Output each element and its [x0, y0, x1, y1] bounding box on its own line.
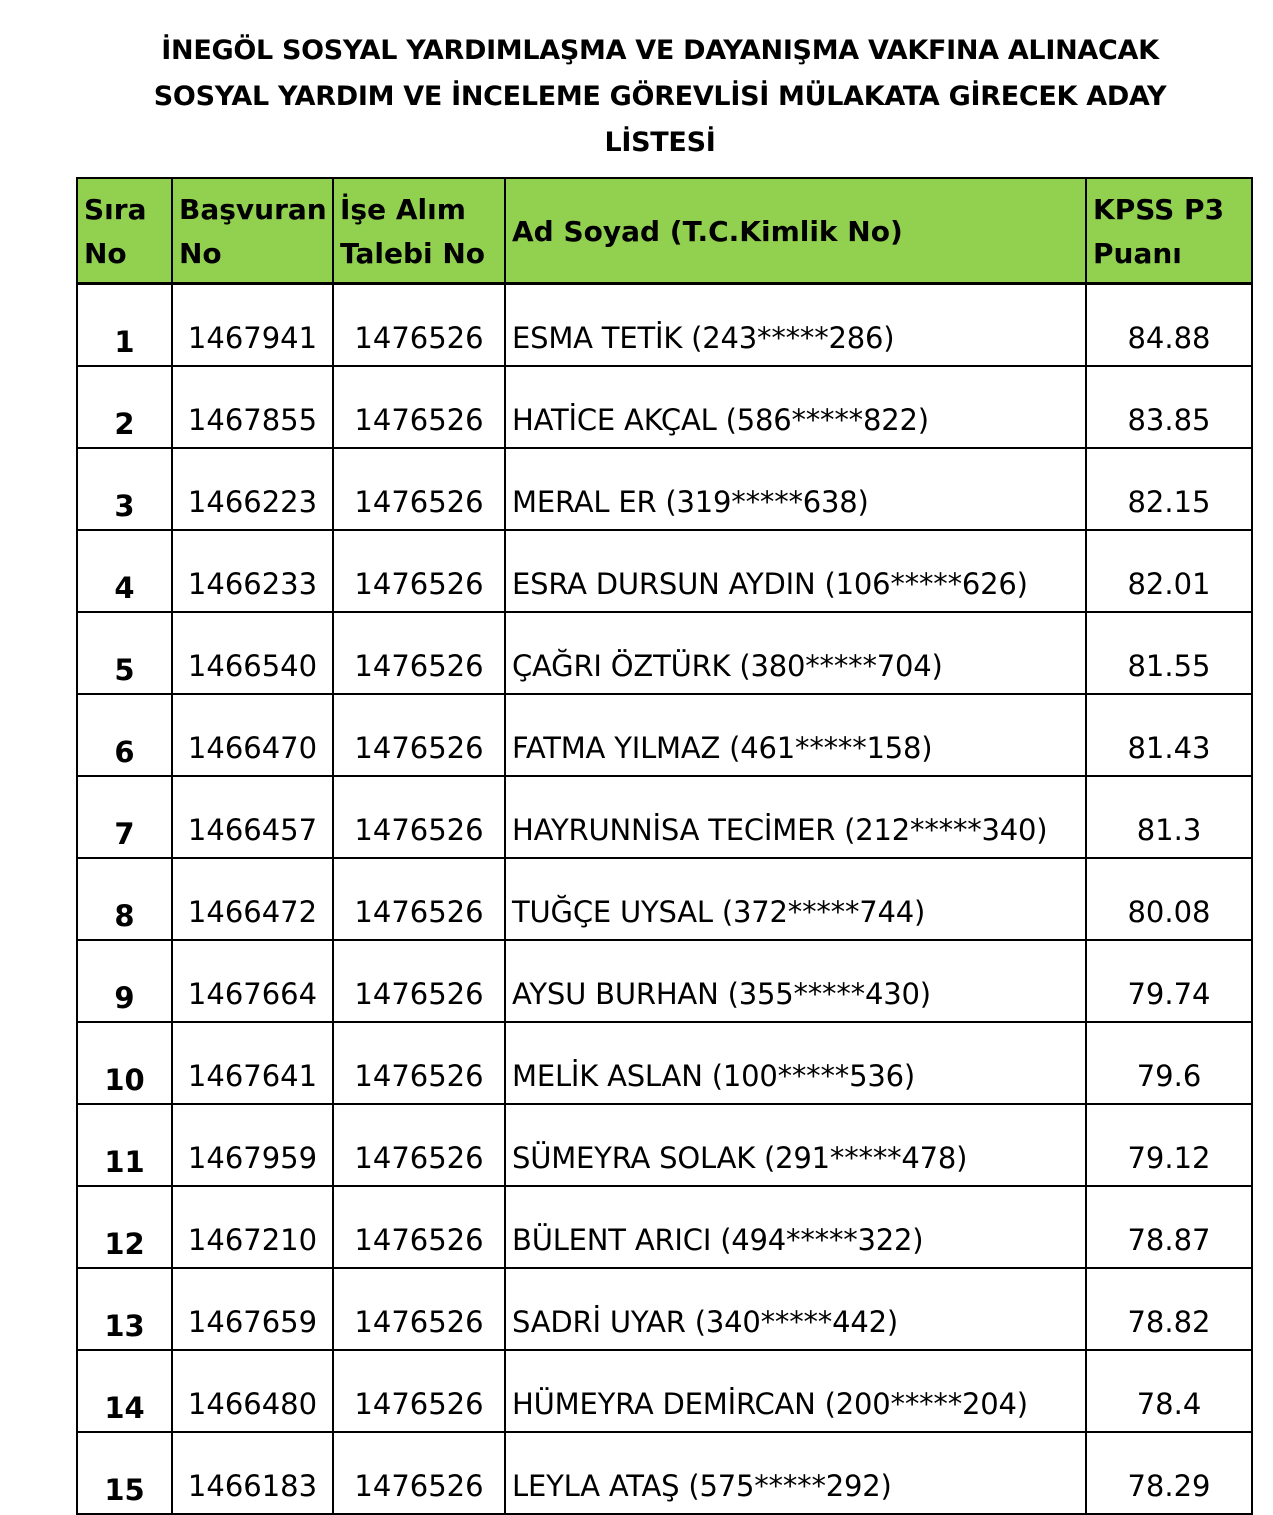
- cell-basvuran-no: 1466480: [172, 1350, 333, 1432]
- table-row: [77, 366, 1252, 448]
- cell-sira-no: 12: [77, 1186, 172, 1268]
- cell-sira-no: 11: [77, 1104, 172, 1186]
- header-kpss-puani: [1086, 178, 1252, 284]
- cell-ise-alim-talebi-no: 1476526: [333, 612, 505, 694]
- cell-sira-no: 13: [77, 1268, 172, 1350]
- cell-ad-soyad: ESRA DURSUN AYDIN (106*****626): [505, 530, 1086, 612]
- cell-sira-no: 6: [77, 694, 172, 776]
- candidate-table: [76, 177, 1253, 1515]
- header-isealim-line-2: Talebi No: [340, 236, 486, 270]
- cell-basvuran-no: 1467959: [172, 1104, 333, 1186]
- cell-basvuran-no: 1467664: [172, 940, 333, 1022]
- cell-kpss-puani: 79.74: [1086, 940, 1252, 1022]
- cell-ad-soyad: HAYRUNNİSA TECİMER (212*****340): [505, 776, 1086, 858]
- cell-sira-no: 9: [77, 940, 172, 1022]
- cell-ad-soyad: BÜLENT ARICI (494*****322): [505, 1186, 1086, 1268]
- cell-sira-no: 2: [77, 366, 172, 448]
- table-row: [77, 1350, 1252, 1432]
- table-header: [77, 178, 1252, 284]
- cell-kpss-puani: 83.85: [1086, 366, 1252, 448]
- cell-sira-no: 5: [77, 612, 172, 694]
- table-row: [77, 776, 1252, 858]
- cell-sira-no: 8: [77, 858, 172, 940]
- table-row: [77, 284, 1252, 367]
- cell-kpss-puani: 79.6: [1086, 1022, 1252, 1104]
- cell-ad-soyad: LEYLA ATAŞ (575*****292): [505, 1432, 1086, 1514]
- header-kpss-line-1: KPSS P3: [1093, 192, 1225, 226]
- cell-kpss-puani: 78.29: [1086, 1432, 1252, 1514]
- table-row: [77, 1432, 1252, 1514]
- cell-kpss-puani: 81.3: [1086, 776, 1252, 858]
- cell-ise-alim-talebi-no: 1476526: [333, 694, 505, 776]
- cell-basvuran-no: 1466457: [172, 776, 333, 858]
- title-line-2: SOSYAL YARDIM VE İNCELEME GÖREVLİSİ MÜLAKATA GİRECEK ADAY: [153, 81, 1167, 112]
- cell-basvuran-no: 1467641: [172, 1022, 333, 1104]
- cell-kpss-puani: 78.82: [1086, 1268, 1252, 1350]
- cell-ise-alim-talebi-no: 1476526: [333, 1022, 505, 1104]
- header-basvuran-no: [172, 178, 333, 284]
- cell-ise-alim-talebi-no: 1476526: [333, 776, 505, 858]
- header-ad-soyad: Ad Soyad (T.C.Kimlik No): [505, 178, 1086, 284]
- cell-sira-no: 1: [77, 284, 172, 367]
- cell-basvuran-no: 1466472: [172, 858, 333, 940]
- cell-ad-soyad: HATİCE AKÇAL (586*****822): [505, 366, 1086, 448]
- cell-ise-alim-talebi-no: 1476526: [333, 284, 505, 367]
- header-isealim-line-1: İşe Alım: [340, 192, 466, 226]
- table-row: [77, 1104, 1252, 1186]
- header-kpss-line-2: Puanı: [1093, 236, 1182, 270]
- cell-ad-soyad: MELİK ASLAN (100*****536): [505, 1022, 1086, 1104]
- cell-kpss-puani: 78.4: [1086, 1350, 1252, 1432]
- cell-ise-alim-talebi-no: 1476526: [333, 1268, 505, 1350]
- table-row: [77, 1268, 1252, 1350]
- cell-ise-alim-talebi-no: 1476526: [333, 366, 505, 448]
- cell-sira-no: 3: [77, 448, 172, 530]
- table-row: [77, 612, 1252, 694]
- cell-kpss-puani: 81.43: [1086, 694, 1252, 776]
- header-ise-alim-talebi-no: [333, 178, 505, 284]
- table-row: [77, 530, 1252, 612]
- cell-basvuran-no: 1466223: [172, 448, 333, 530]
- cell-sira-no: 14: [77, 1350, 172, 1432]
- header-sira-line-1: Sıra: [84, 192, 147, 226]
- cell-sira-no: 7: [77, 776, 172, 858]
- cell-ad-soyad: AYSU BURHAN (355*****430): [505, 940, 1086, 1022]
- table-row: [77, 940, 1252, 1022]
- cell-kpss-puani: 78.87: [1086, 1186, 1252, 1268]
- table-row: [77, 1186, 1252, 1268]
- cell-basvuran-no: 1467210: [172, 1186, 333, 1268]
- title-line-3: LİSTESİ: [604, 127, 716, 158]
- table-row: [77, 858, 1252, 940]
- cell-ise-alim-talebi-no: 1476526: [333, 530, 505, 612]
- cell-basvuran-no: 1466540: [172, 612, 333, 694]
- cell-kpss-puani: 81.55: [1086, 612, 1252, 694]
- cell-basvuran-no: 1466470: [172, 694, 333, 776]
- header-basvuran-line-1: Başvuran: [179, 192, 327, 226]
- cell-kpss-puani: 82.01: [1086, 530, 1252, 612]
- cell-basvuran-no: 1466183: [172, 1432, 333, 1514]
- cell-ise-alim-talebi-no: 1476526: [333, 1186, 505, 1268]
- cell-kpss-puani: 84.88: [1086, 284, 1252, 367]
- table-body: [77, 284, 1252, 1515]
- cell-sira-no: 4: [77, 530, 172, 612]
- cell-ad-soyad: ESMA TETİK (243*****286): [505, 284, 1086, 367]
- cell-ise-alim-talebi-no: 1476526: [333, 1104, 505, 1186]
- cell-basvuran-no: 1467659: [172, 1268, 333, 1350]
- cell-ad-soyad: SADRİ UYAR (340*****442): [505, 1268, 1086, 1350]
- cell-basvuran-no: 1467855: [172, 366, 333, 448]
- table-row: [77, 448, 1252, 530]
- cell-ad-soyad: TUĞÇE UYSAL (372*****744): [505, 858, 1086, 940]
- cell-ad-soyad: HÜMEYRA DEMİRCAN (200*****204): [505, 1350, 1086, 1432]
- cell-ad-soyad: FATMA YILMAZ (461*****158): [505, 694, 1086, 776]
- cell-ad-soyad: MERAL ER (319*****638): [505, 448, 1086, 530]
- cell-ise-alim-talebi-no: 1476526: [333, 858, 505, 940]
- cell-kpss-puani: 80.08: [1086, 858, 1252, 940]
- cell-sira-no: 15: [77, 1432, 172, 1514]
- header-basvuran-line-2: No: [179, 236, 222, 270]
- cell-ise-alim-talebi-no: 1476526: [333, 1350, 505, 1432]
- cell-basvuran-no: 1466233: [172, 530, 333, 612]
- table-row: [77, 694, 1252, 776]
- header-row: [77, 178, 1252, 284]
- cell-kpss-puani: 82.15: [1086, 448, 1252, 530]
- cell-basvuran-no: 1467941: [172, 284, 333, 367]
- cell-kpss-puani: 79.12: [1086, 1104, 1252, 1186]
- title-line-1: İNEGÖL SOSYAL YARDIMLAŞMA VE DAYANIŞMA VAKFINA ALINACAK: [161, 35, 1159, 66]
- cell-ad-soyad: ÇAĞRI ÖZTÜRK (380*****704): [505, 612, 1086, 694]
- cell-sira-no: 10: [77, 1022, 172, 1104]
- document-title: [60, 28, 1260, 166]
- cell-ise-alim-talebi-no: 1476526: [333, 940, 505, 1022]
- header-sira-line-2: No: [84, 236, 127, 270]
- cell-ise-alim-talebi-no: 1476526: [333, 448, 505, 530]
- cell-ise-alim-talebi-no: 1476526: [333, 1432, 505, 1514]
- header-sira-no: [77, 178, 172, 284]
- table-row: [77, 1022, 1252, 1104]
- cell-ad-soyad: SÜMEYRA SOLAK (291*****478): [505, 1104, 1086, 1186]
